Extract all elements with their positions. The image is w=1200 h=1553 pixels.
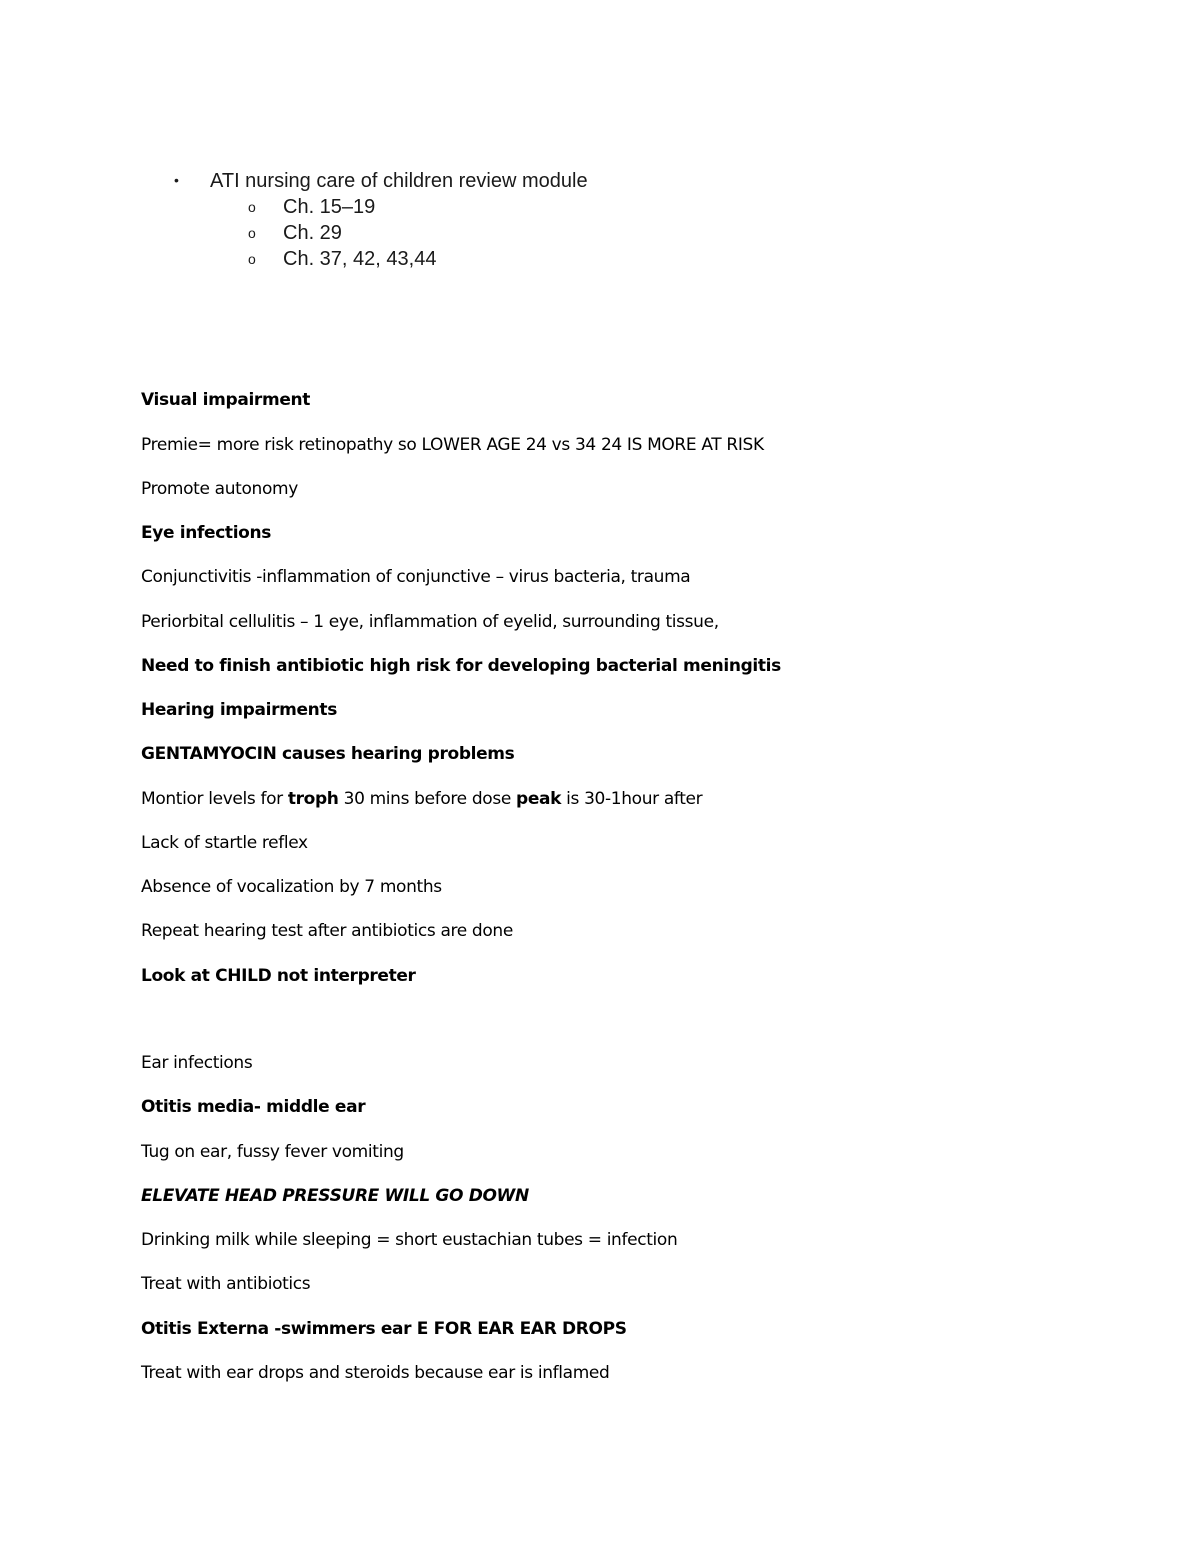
note-line: Treat with antibiotics (141, 1274, 311, 1294)
note-line-bold: Look at CHILD not interpreter (141, 966, 416, 986)
note-line-bold: GENTAMYOCIN causes hearing problems (141, 744, 515, 764)
sub-item-text: Ch. 37, 42, 43,44 (283, 248, 437, 270)
list-item-text: ATI nursing care of children review module (210, 170, 588, 192)
sub-bullet-marker: o (248, 225, 256, 241)
note-line: Treat with ear drops and steroids because ear is inflamed (141, 1363, 610, 1383)
note-line-monitor (141, 789, 702, 809)
sub-bullet-marker: o (248, 199, 256, 215)
note-segment-bold: peak (516, 789, 562, 809)
note-line-bold: Need to finish antibiotic high risk for developing bacterial meningitis (141, 656, 781, 676)
sub-item-text: Ch. 15–19 (283, 196, 376, 218)
note-line-bold-italic: ELEVATE HEAD PRESSURE WILL GO DOWN (141, 1186, 529, 1206)
section-heading-hearing: Hearing impairments (141, 700, 337, 720)
sub-item-text: Ch. 29 (283, 222, 342, 244)
note-segment-bold: troph (287, 789, 339, 809)
note-line: Conjunctivitis -inflammation of conjunctive – virus bacteria, trauma (141, 567, 691, 587)
note-line: Drinking milk while sleeping = short eustachian tubes = infection (141, 1230, 678, 1250)
note-segment: 30 mins before dose (338, 789, 516, 809)
note-segment: is 30-1hour after (561, 789, 703, 809)
note-segment: Montior levels for (141, 789, 288, 809)
note-line: Lack of startle reflex (141, 833, 308, 853)
note-line-bold: Otitis media- middle ear (141, 1097, 366, 1117)
bullet-marker: • (174, 172, 179, 188)
section-heading-visual: Visual impairment (141, 390, 311, 410)
note-line: Repeat hearing test after antibiotics are done (141, 921, 513, 941)
note-line: Tug on ear, fussy fever vomiting (141, 1142, 404, 1162)
sub-bullet-marker: o (248, 251, 256, 267)
note-line: Absence of vocalization by 7 months (141, 877, 442, 897)
section-heading-eye: Eye infections (141, 523, 272, 543)
note-line-bold: Otitis Externa -swimmers ear E FOR EAR EAR DROPS (141, 1319, 627, 1339)
note-line: Periorbital cellulitis – 1 eye, inflammation of eyelid, surrounding tissue, (141, 612, 719, 632)
note-line: Promote autonomy (141, 479, 298, 499)
note-line: Premie= more risk retinopathy so LOWER AGE 24 vs 34 24 IS MORE AT RISK (141, 435, 764, 455)
section-heading-ear: Ear infections (141, 1053, 253, 1073)
